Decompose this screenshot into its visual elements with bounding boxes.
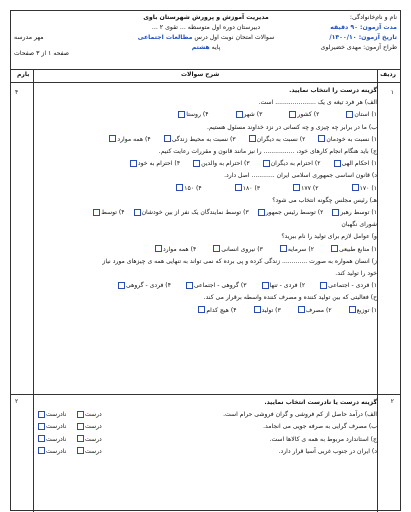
option-label: ۴) فردی - گروهی [126, 282, 171, 290]
q2-item: د) ایران در جنوب غربی آسیا قرار دارد. درست نادرست [33, 446, 377, 458]
checkbox[interactable] [77, 447, 84, 454]
option-label: ۳) توسط نمایندگان یک نفر از بین خودشان [141, 209, 249, 217]
option [235, 111, 263, 118]
exam-title: سوالات امتحان نوبت اول درس مطالعات اجتماعی [137, 34, 275, 41]
checkbox[interactable] [77, 423, 84, 430]
checkbox[interactable] [164, 135, 171, 142]
q1-a-options [33, 109, 377, 121]
checkbox[interactable] [38, 423, 45, 430]
grade: هشتم [191, 44, 210, 51]
option-label: ۱) فردی - اجتماعی [328, 282, 377, 290]
q1-f-options [33, 244, 377, 256]
checkbox[interactable] [349, 306, 356, 313]
school: دبیرستان دوره اول متوسطه ... تقوی ۲ ... [151, 24, 261, 31]
checkbox[interactable] [93, 209, 100, 216]
option [253, 307, 281, 314]
header-info-left [14, 13, 134, 59]
option [288, 111, 319, 118]
duration: مدت آزمون: ۹۰ دقیقه [330, 24, 397, 31]
checkbox[interactable] [155, 245, 162, 252]
checkbox[interactable] [293, 184, 300, 191]
option-label: ۳) نیروی انسانی [221, 245, 263, 253]
option-label: ۴) روستا [186, 111, 209, 119]
option [129, 160, 180, 167]
checkbox[interactable] [280, 245, 287, 252]
option [345, 111, 377, 118]
header-info-right [279, 13, 397, 53]
option [331, 209, 377, 216]
option [292, 185, 318, 192]
checkbox[interactable] [331, 245, 338, 252]
checkbox[interactable] [320, 282, 327, 289]
checkbox[interactable] [352, 184, 359, 191]
checkbox[interactable] [77, 411, 84, 418]
exam-date: تاریخ آزمون: ۱۴۰۰/۱۰/ [329, 34, 397, 41]
q1-b: ب) ما در برابر چه چیزی و چه کسانی در نزد خداوند مسئول هستیم. [207, 123, 377, 131]
option [279, 246, 314, 253]
option [117, 282, 171, 289]
option [257, 209, 324, 216]
q1-e: هـ) رئیس مجلس چگونه انتخاب می شود؟ [272, 196, 377, 204]
option-label: ۲) توسط رئیس جمهور [265, 209, 324, 217]
option [197, 307, 236, 314]
option-label: ۲) فردی - تنها [269, 282, 306, 290]
checkbox[interactable] [193, 160, 200, 167]
option [185, 282, 247, 289]
name-label: نام و نام‌خانوادگی: [349, 14, 397, 21]
exam-header [11, 11, 400, 69]
col-score: بارم [17, 71, 30, 78]
q2-item: الف) درآمد حاصل از کم فروشی و گران فروشی حرام است. درست نادرست [33, 409, 377, 421]
q1-h-options [33, 305, 377, 317]
q1-score: ۴ [15, 89, 19, 96]
checkbox[interactable] [346, 111, 353, 118]
checkbox[interactable] [258, 209, 265, 216]
q2-title: گزینه درست یا نادرست انتخاب نمایید. [264, 399, 377, 406]
q1-f: و) عوامل لازم برای تولید را نام ببرید؟ [281, 233, 377, 241]
option-label: ۴) هیچ کدام [206, 306, 237, 314]
option [154, 246, 196, 253]
option [330, 246, 377, 253]
q1-d: د) قانون اساسی جمهوری اسلامی ایران ............ اصل دارد. [224, 172, 377, 180]
option-label: ۴) ۱۵۰ [184, 184, 202, 192]
grade-line: پایه هشتم [191, 44, 221, 51]
checkbox[interactable] [38, 447, 45, 454]
checkbox[interactable] [289, 111, 296, 118]
checkbox[interactable] [318, 135, 325, 142]
option-label: ۴) احترام به خود [137, 160, 181, 168]
option-label: ۲) نسبت به دیگران [256, 135, 306, 143]
page-count: صفحه ۱ از ۳ صفحات [14, 50, 70, 57]
option-label: ۱) توسط رهبر [340, 209, 377, 217]
checkbox[interactable] [249, 135, 256, 142]
col-questions: شرح سوالات [181, 71, 220, 78]
school-seal: مهر مدرسه [14, 34, 44, 41]
checkbox[interactable] [262, 282, 269, 289]
checkbox[interactable] [109, 135, 116, 142]
checkbox[interactable] [263, 160, 270, 167]
q1-e-options [33, 207, 377, 219]
option-label: ۲) احترام به دیگران [270, 160, 321, 168]
q2-item: ب) مصرف گرایی به صرفه جویی می انجامد. درست نادرست [33, 421, 377, 433]
q1-d-options [33, 183, 377, 195]
option [261, 282, 306, 289]
option [234, 185, 260, 192]
option-label: ۴) همه موارد [162, 245, 197, 253]
option-label: ۴) همه موارد [117, 135, 151, 143]
option [262, 160, 321, 167]
subject: مطالعات اجتماعی [137, 34, 193, 41]
department: مدیریت آموزش و پرورش شهرستان باوی [143, 14, 269, 21]
exam-page [10, 10, 401, 511]
checkbox[interactable] [130, 160, 137, 167]
checkbox[interactable] [176, 184, 183, 191]
q2-number: ۲ [390, 398, 394, 405]
checkbox[interactable] [213, 245, 220, 252]
checkbox[interactable] [134, 209, 141, 216]
designer: طراح آزمون: مهدی خضیرلوی [320, 44, 397, 51]
divider-row [377, 69, 378, 512]
option [192, 160, 250, 167]
option-label: ۳) نسبت به محیط زندگی [171, 135, 236, 143]
option [163, 136, 236, 143]
option-label: ۱) استان [354, 111, 377, 119]
option-label: ۱) ۱۷۰ [359, 184, 377, 192]
q2-body [33, 397, 377, 458]
option-label: ۳) شهر [243, 111, 263, 119]
q1-c-options [33, 158, 377, 170]
option [317, 136, 377, 143]
option [248, 136, 306, 143]
q1-a: الف) هر فرد تیغه ی یک ..................... است. [258, 99, 377, 107]
q1-g-cont: خود را تولید کند. [335, 270, 377, 278]
q1-c: ج) باید هنگام انجام کارهای خود، ................ را نیز مانند قانون و مقررات رعایت کنیم. [158, 148, 377, 156]
option [177, 111, 208, 118]
checkbox[interactable] [38, 435, 45, 442]
checkbox[interactable] [77, 435, 84, 442]
q1-body [33, 85, 377, 317]
q2-score: ۲ [15, 398, 19, 405]
option-label: ۱) احکام الهی [341, 160, 377, 168]
checkbox[interactable] [186, 282, 193, 289]
option [348, 307, 377, 314]
checkbox[interactable] [298, 306, 305, 313]
q1-e-cont: شورای نگهبان [341, 221, 377, 229]
checkbox[interactable] [38, 411, 45, 418]
option-label: ۳) احترام به والدین [201, 160, 250, 168]
checkbox[interactable] [236, 111, 243, 118]
option-label: ۳) گروهی - اجتماعی [193, 282, 247, 290]
option [92, 209, 124, 216]
option-label: ۱) منابع طبیعی [339, 245, 377, 253]
q2-item: ج) استاندارد مربوط به همه ی کالاها است. درست نادرست [33, 434, 377, 446]
checkbox[interactable] [118, 282, 125, 289]
checkbox[interactable] [198, 306, 205, 313]
checkbox[interactable] [332, 209, 339, 216]
option-label: ۲) ۱۷۷ [301, 184, 319, 192]
checkbox[interactable] [235, 184, 242, 191]
table-header [11, 69, 400, 83]
option-label: ۱) توزیع [356, 306, 377, 314]
header-info-middle [131, 13, 281, 53]
option [351, 185, 377, 192]
option-label: ۴) توسط [101, 209, 125, 217]
q1-h: ح) فعالیتی که بین تولید کننده و مصرف کننده واسطه برقرار می کند. [203, 294, 377, 302]
q1-g: ز) انسان همواره به صورت ............. زندگی کرده و پی برده که نمی تواند به تنهایی همه ی چیزهای مورد نیاز [102, 257, 377, 265]
option-label: ۲) کشور [297, 111, 320, 119]
option-label: ۳) تولید [261, 306, 281, 314]
q1-number: ۱ [390, 89, 394, 96]
option [297, 307, 332, 314]
option-label: ۲) سرمایه [287, 245, 315, 253]
checkbox[interactable] [178, 111, 185, 118]
option [333, 160, 377, 167]
option-label: ۳) ۱۸۰ [242, 184, 261, 192]
option [175, 185, 201, 192]
option [212, 246, 263, 253]
option [108, 136, 150, 143]
checkbox[interactable] [334, 160, 341, 167]
checkbox[interactable] [254, 306, 261, 313]
option [133, 209, 249, 216]
q1-title: گزینه درست را انتخاب نمایید. [289, 87, 377, 94]
question-divider [11, 394, 400, 395]
q1-g-options [33, 280, 377, 292]
col-row: ردیف [380, 71, 396, 78]
option-label: ۲) مصرف [305, 306, 332, 314]
q1-b-options [33, 134, 377, 146]
option-label: ۱) نسبت به خودمان [326, 135, 377, 143]
option [319, 282, 377, 289]
